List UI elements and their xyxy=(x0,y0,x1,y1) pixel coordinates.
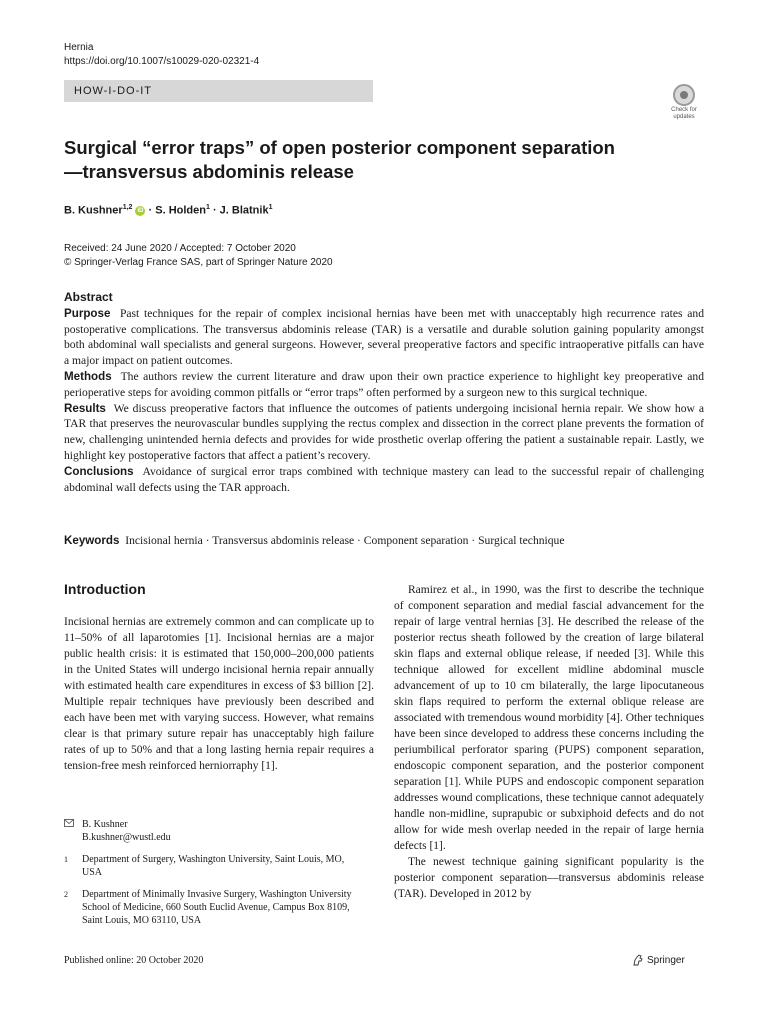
author-affiliation-mark: 1 xyxy=(205,204,210,211)
body-column-left xyxy=(64,614,374,774)
intro-paragraph: The newest technique gaining significant popularity is the posterior component separation—transversus abdominis release (TAR). Developed in 2012 by xyxy=(394,856,704,900)
affiliation-mark: 1 xyxy=(64,855,68,864)
affiliation-2 xyxy=(64,888,364,927)
published-online-date: Published online: 20 October 2020 xyxy=(64,955,204,966)
author-kushner[interactable]: B. Kushner xyxy=(64,204,123,217)
purpose-label: Purpose xyxy=(64,306,111,320)
contact-name: B. Kushner xyxy=(82,819,128,830)
abstract-conclusions xyxy=(64,464,704,496)
springer-horse-icon xyxy=(632,954,644,966)
doi-link[interactable]: https://doi.org/10.1007/s10029-020-02321-4 xyxy=(64,56,260,67)
author-list xyxy=(64,204,272,217)
keywords xyxy=(64,534,704,547)
check-for-updates-badge[interactable] xyxy=(666,84,702,124)
copyright: © Springer-Verlag France SAS, part of Springer Nature 2020 xyxy=(64,257,333,268)
received-accepted: Received: 24 June 2020 / Accepted: 7 October 2020 xyxy=(64,243,296,254)
keywords-label: Keywords xyxy=(64,534,120,547)
affiliation-text: Department of Minimally Invasive Surgery, Washington University School of Medicine, 660 South Euclid Avenue, Campus Box 8109, Saint Louis, MO 63110, USA xyxy=(82,889,352,926)
check-updates-label: Check for updates xyxy=(671,107,697,120)
abstract xyxy=(64,290,704,495)
author-blatnik[interactable]: · J. Blatnik xyxy=(209,204,269,217)
abstract-results xyxy=(64,401,704,464)
results-text: We discuss preoperative factors that influence the outcomes of patients undergoing incisional hernia repair. We show how a TAR that preserves the neurovascular bundles supplying the rectus complex and dissection in the correct plane prevents the formation of new, challenging unintended hernia defects and provides for wide prosthetic overlap offering the patient a sustainable repair. Lastly, we highlight key postoperative factors that affect a patient’s recovery. xyxy=(64,401,704,462)
author-holden[interactable]: · S. Holden xyxy=(145,204,206,217)
journal-name: Hernia xyxy=(64,42,94,53)
author-affiliation-mark: 1,2 xyxy=(122,204,133,211)
methods-label: Methods xyxy=(64,369,112,383)
abstract-heading: Abstract xyxy=(64,290,113,304)
envelope-icon xyxy=(64,818,82,844)
affiliation-1 xyxy=(64,853,364,879)
publisher-logo xyxy=(632,954,685,966)
orcid-icon[interactable]: iD xyxy=(137,207,144,214)
paper-title: Surgical “error traps” of open posterior component separation—transversus abdominis release xyxy=(64,137,615,182)
purpose-text: Past techniques for the repair of complex incisional hernias have been met with unacceptably high recurrence rates and postoperative complications. The transversus abdominis release (TAR) is a versatile and durable solution gaining popularity amongst both abdominal wall specialists and general surgeons. However, several preoperative factors and specific intraoperative pitfalls can have a major impact on patient outcomes. xyxy=(64,306,704,368)
affiliation-text: Department of Surgery, Washington University, Saint Louis, MO, USA xyxy=(82,854,345,878)
check-updates-icon xyxy=(673,84,695,106)
publisher-name: Springer xyxy=(647,954,685,966)
section-tag: HOW-I-DO-IT xyxy=(64,80,373,102)
contact-email[interactable]: B.kushner@wustl.edu xyxy=(82,832,171,843)
conclusions-text: Avoidance of surgical error traps combined with technique mastery can lead to the successful repair of challenging abdominal wall defects using the TAR approach. xyxy=(64,464,704,494)
keywords-text: Incisional hernia · Transversus abdominis release · Component separation · Surgical technique xyxy=(125,534,565,547)
publication-dates xyxy=(64,242,333,270)
corresponding-author xyxy=(64,818,364,844)
conclusions-label: Conclusions xyxy=(64,464,134,478)
affiliation-mark: 2 xyxy=(64,890,68,899)
intro-paragraph: Ramirez et al., in 1990, was the first to describe the technique of component separation and medial fascial advancement for the repair of large ventral hernias [3]. He described the release of the posterior rectus sheath followed by the creation of large bilateral skin flaps and external oblique release, if needed [3]. While this technique allowed for excellent midline abdominal muscle advancement of up to 10 cm bilaterally, the large lipocutaneous skin flaps required to perform the external oblique release are associated with tremendous wound morbidity [4]. Other techniques have been since developed to address these concerns including the periumbilical perforator sparing (PUPS) component separation, endoscopic component separation, and the posterior component separation [1]. While PUPS and endoscopic component separation addresses wound complications, these technique cannot adequately handle non-midline, suprapubic or subxiphoid defects and do not allow for wide mesh overlap needed in the repair of large hernia defects [1]. xyxy=(394,584,704,852)
intro-paragraph: Incisional hernias are extremely common and can complicate up to 11–50% of all laparotomies [1]. Incisional hernias are a major public health crisis: it is estimated that 150,000–200,000 patients in the United States will undergo incisional hernia repair annually with estimated health care expenditures in excess of $3 billion [2]. Multiple repair techniques have previously been described and each have been met with varying success. However, what remains clear is that primary suture repair has unacceptably high failure rates of up to 50% and that a long lasting hernia repair requires a tension-free mesh reinforced herniorraphy [1]. xyxy=(64,616,374,772)
abstract-purpose xyxy=(64,306,704,369)
methods-text: The authors review the current literature and draw upon their own practice experience to highlight key preoperative and perioperative steps for avoiding common pitfalls or “error traps” often performed by a surgeon new to this surgical technique. xyxy=(64,369,704,399)
body-column-right xyxy=(394,582,704,902)
abstract-methods xyxy=(64,369,704,401)
introduction-heading: Introduction xyxy=(64,581,146,597)
results-label: Results xyxy=(64,401,106,415)
author-affiliation-mark: 1 xyxy=(268,204,273,211)
footnotes xyxy=(64,818,364,936)
